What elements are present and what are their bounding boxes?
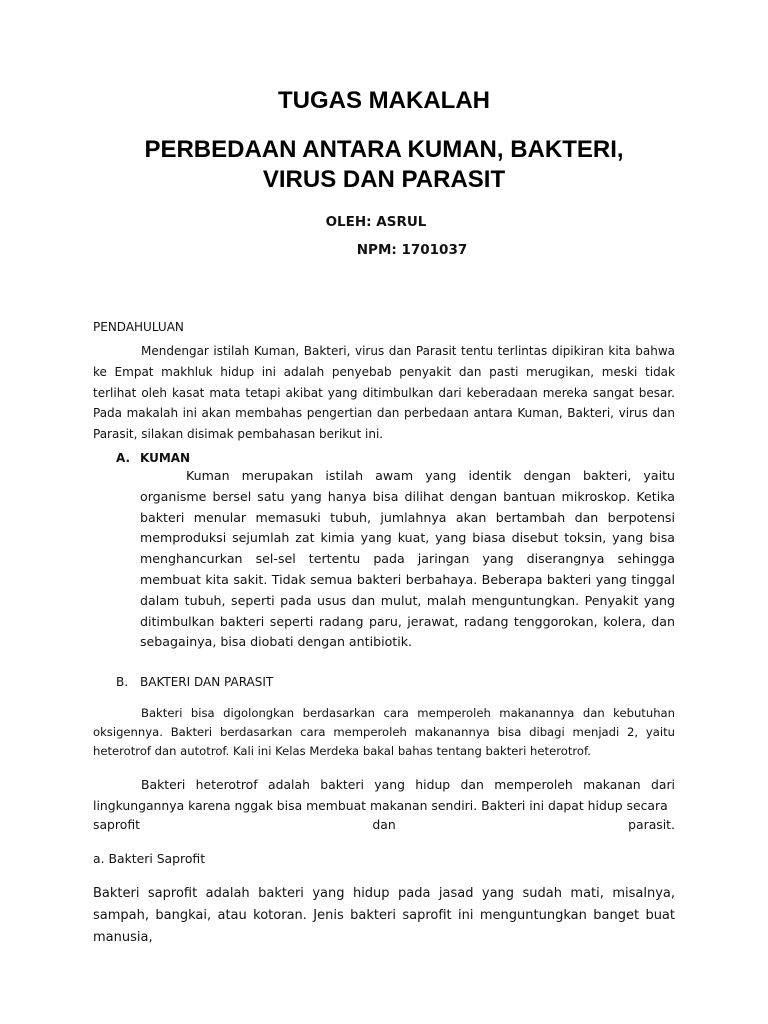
author-npm: NPM: 1701037 (356, 242, 468, 258)
intro-heading: PENDAHULUAN (93, 320, 184, 334)
document-subtitle-line-1: PERBEDAAN ANTARA KUMAN, BAKTERI, (144, 136, 624, 163)
document-title: TUGAS MAKALAH (278, 87, 490, 114)
section-b-paragraph-2: Bakteri heterotrof adalah bakteri yang hidup dan memperoleh makanan dari lingkungannya karena nggak bisa membuat makanan sendiri. Bakteri ini dapat hidup secara (93, 777, 675, 813)
document-subtitle-line-2: VIRUS DAN PARASIT (262, 166, 506, 193)
section-b-paragraph-2-last-line (93, 815, 675, 835)
section-a-paragraph: Kuman merupakan istilah awam yang identik dengan bakteri, yaitu organisme bersel satu yang hanya bisa dilihat dengan bantuan mikroskop. Ketika bakteri menular memasuki tubuh, jumlahnya akan bertambah dan berpotensi memproduksi sejumlah zat kimia yang kuat, yang biasa disebut toksin, yang bisa menghancurkan sel-sel tertentu pada jaringan yang diserangnya sehingga membuat kita sakit. Tidak semua bakteri berbahaya. Beberapa bakteri yang tinggal dalam tubuh, seperti pada usus dan mulut, malah menguntungkan. Penyakit yang ditimbulkan bakteri seperti radang paru, jerawat, radang tenggorokan, kolera, dan sebagainya, bisa diobati dengan antibiotik. (140, 468, 675, 650)
section-b-paragraph-1: Bakteri bisa digolongkan berdasarkan cara memperoleh makanannya dan kebutuhan oksigennya. Bakteri berdasarkan cara memperoleh makanannya bisa dibagi menjadi 2, yaitu heterotrof dan autotrof. Kali ini Kelas Merdeka bakal bahas tentang bakteri heterotrof. (93, 706, 675, 758)
section-a-marker: A. (116, 451, 131, 465)
section-a-heading: KUMAN (140, 451, 191, 465)
subsection-a-heading: a. Bakteri Saprofit (93, 851, 206, 866)
subsection-a-paragraph: Bakteri saprofit adalah bakteri yang hidup pada jasad yang sudah mati, misalnya, sampah, bangkai, atau kotoran. Jenis bakteri saprofit ini menguntungkan banget buat manusia, (93, 886, 675, 945)
section-b-marker: B. (116, 675, 129, 689)
last-line-word: dan (372, 817, 396, 832)
intro-paragraph: Mendengar istilah Kuman, Bakteri, virus dan Parasit tentu terlintas dipikiran kita bahwa ke Empat makhluk hidup ini adalah penyebab penyakit dan pasti merugikan, meski tidak terlihat oleh kasat mata tetapi akibat yang ditimbulkan dari keberadaan mereka sangat besar. Pada makalah ini akan membahas pengertian dan perbedaan antara Kuman, Bakteri, virus dan Parasit, silakan disimak pembahasan berikut ini. (93, 344, 675, 442)
section-b-heading: BAKTERI DAN PARASIT (140, 675, 274, 689)
last-line-word: parasit. (628, 817, 675, 832)
author-name: OLEH: ASRUL (325, 214, 427, 230)
last-line-word: saprofit (93, 817, 140, 832)
